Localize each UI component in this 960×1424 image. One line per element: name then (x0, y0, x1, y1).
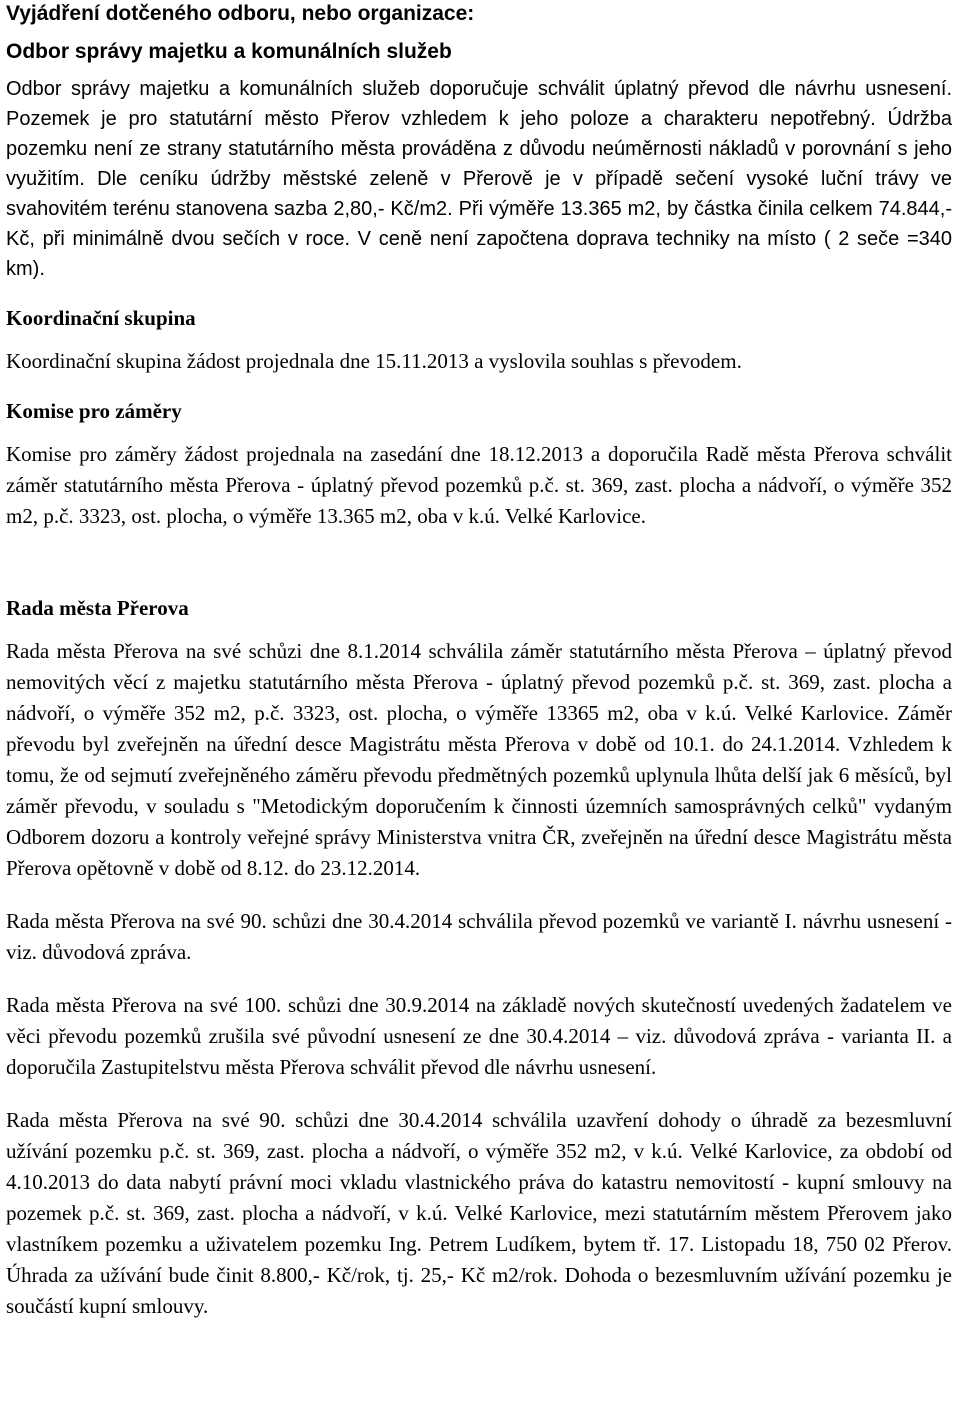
section-text-koordinacni: Koordinační skupina žádost projednala dne 15.11.2013 a vyslovila souhlas s převodem. (6, 349, 742, 373)
spacer (6, 425, 952, 439)
spacer (6, 532, 952, 594)
section-heading-osmks: Odbor správy majetku a komunálních služeb (6, 40, 452, 63)
document-title: Vyjádření dotčeného odboru, nebo organizace: (6, 2, 475, 25)
rada-paragraph: Rada města Přerova na své schůzi dne 8.1.2014 schválila záměr statutárního města Přerova – úplatný převod nemovitých věcí z majetku statutárního města Přerova - úplatný převod pozemků p.č. st. 369, zast. plocha a nádvoří, o výměře 352 m2, p.č. 3323, ost. plocha, o výměře 13365 m2, oba v k.ú. Velké Karlovice. Záměr převodu byl zveřejněn na úřední desce Magistrátu města Přerova v době od 10.1. do 24.1.2014. Vzhledem k tomu, že od sejmutí zveřejněného záměru převodu předmětných pozemků uplynula lhůta delší jak 6 měsíců, byl záměr převodu, v souladu s "Metodickým doporučením k činnosti územních samosprávných celků" vydaným Odborem dozoru a kontroly veřejné správy Ministerstva vnitra ČR, zveřejněn na úřední desce Magistrátu města Přerova opětovně v době od 8.12. do 23.12.2014. (6, 639, 952, 880)
section-text-komise: Komise pro záměry žádost projednala na zasedání dne 18.12.2013 a doporučila Radě města Přerova schválit záměr statutárního města Přerova - úplatný převod pozemků p.č. st. 369, zast. plocha a nádvoří, o výměře 352 m2, p.č. 3323, ost. plocha, o výměře 13.365 m2, oba v k.ú. Velké Karlovice. (6, 442, 952, 528)
rada-paragraph: Rada města Přerova na své 100. schůzi dne 30.9.2014 na základě nových skutečností uvedených žadatelem ve věci převodu pozemků zrušila své původní usnesení ze dne 30.4.2014 – viz. důvodová zpráva - varianta II. a doporučila Zastupitelstvu města Přerova schválit převod dle návrhu usnesení. (6, 993, 952, 1079)
spacer (6, 377, 952, 397)
spacer (6, 332, 952, 346)
section-heading-rada: Rada města Přerova (6, 596, 189, 620)
section-heading-koordinacni: Koordinační skupina (6, 306, 196, 330)
spacer (6, 622, 952, 636)
spacer (6, 1083, 952, 1105)
spacer (6, 968, 952, 990)
spacer (6, 884, 952, 906)
section-heading-komise: Komise pro záměry (6, 399, 182, 423)
spacer (6, 284, 952, 304)
rada-paragraph: Rada města Přerova na své 90. schůzi dne 30.4.2014 schválila převod pozemků ve variantě I. návrhu usnesení - viz. důvodová zpráva. (6, 909, 952, 964)
section-text-osmks: Odbor správy majetku a komunálních služeb doporučuje schválit úplatný převod dle návrhu usnesení. Pozemek je pro statutární město Přerov vzhledem k jeho poloze a charakteru nepotřebný. Údržba pozemku není ze strany statutárního města prováděna z důvodu neúměrnosti nákladů v porovnání s jeho využitím. Dle ceníku údržby městské zeleně v Přerově je v případě sečení vysoké luční trávy ve svahovitém terénu stanovena sazba 2,80,- Kč/m2. Při výměře 13.365 m2, by částka činila celkem 74.844,- Kč, při minimálně dvou sečích v roce. V ceně není započtena doprava techniky na místo ( 2 seče =340 km). (6, 78, 952, 280)
rada-paragraph: Rada města Přerova na své 90. schůzi dne 30.4.2014 schválila uzavření dohody o úhradě za bezesmluvní užívání pozemku p.č. st. 369, zast. plocha a nádvoří, o výměře 352 m2, v k.ú. Velké Karlovice, za období od 4.10.2013 do data nabytí právní moci vkladu vlastnického práva do katastru nemovitostí - kupní smlouvy na pozemek p.č. st. 369, zast. plocha a nádvoří, v k.ú. Velké Karlovice, mezi statutárním městem Přerovem jako vlastníkem pozemku a uživatelem pozemku Ing. Petrem Ludíkem, bytem tř. 17. Listopadu 18, 750 02 Přerov. Úhrada za užívání bude činit 8.800,- Kč/rok, tj. 25,- Kč m2/rok. Dohoda o bezesmluvním užívání pozemku je součástí kupní smlouvy. (6, 1108, 952, 1318)
